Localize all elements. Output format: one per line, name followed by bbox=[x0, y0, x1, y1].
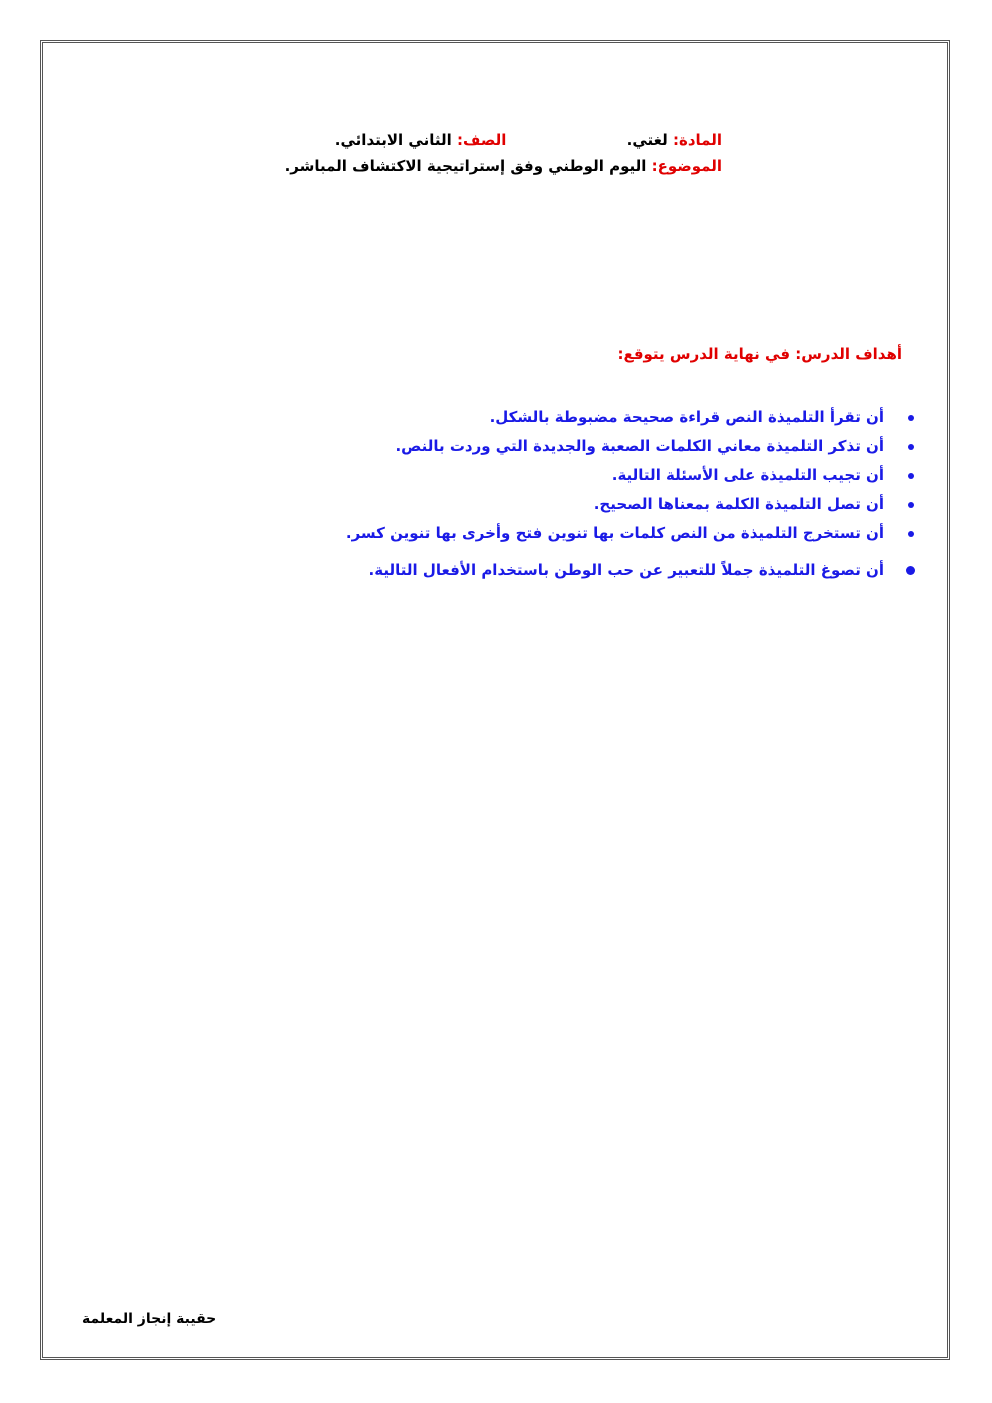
objective-text: أن تصوغ التلميذة جملاً للتعبير عن حب الوطن باستخدام الأفعال التالية. bbox=[368, 561, 884, 579]
topic-label: الموضوع: bbox=[651, 157, 722, 175]
objective-item bbox=[346, 490, 917, 519]
objectives-heading: أهداف الدرس: في نهاية الدرس يتوقع: bbox=[617, 345, 902, 363]
objective-item bbox=[346, 461, 917, 490]
objective-text: أن تذكر التلميذة معاني الكلمات الصعبة والجديدة التي وردت بالنص. bbox=[395, 437, 884, 455]
objective-item bbox=[346, 556, 917, 585]
bullet-icon bbox=[908, 502, 914, 508]
subject-field bbox=[621, 131, 722, 149]
objective-text: أن تجيب التلميذة على الأسئلة التالية. bbox=[611, 466, 884, 484]
objective-item bbox=[346, 403, 917, 432]
objective-item bbox=[346, 519, 917, 548]
bullet-icon bbox=[906, 566, 915, 575]
bullet-icon bbox=[908, 531, 914, 537]
bullet-icon bbox=[908, 444, 914, 450]
header-subject-row bbox=[335, 131, 722, 149]
grade-label: الصف: bbox=[456, 131, 507, 149]
grade-field bbox=[335, 131, 507, 149]
objective-text: أن تصل التلميذة الكلمة بمعناها الصحيح. bbox=[593, 495, 884, 513]
objective-text: أن تستخرج التلميذة من النص كلمات بها تنوين فتح وأخرى بها تنوين كسر. bbox=[345, 524, 884, 542]
bullet-icon bbox=[908, 473, 914, 479]
bullet-icon bbox=[908, 415, 914, 421]
subject-label: المادة: bbox=[672, 131, 722, 149]
topic-value: اليوم الوطني وفق إستراتيجية الاكتشاف المباشر. bbox=[284, 157, 647, 175]
objective-item bbox=[346, 432, 917, 461]
objectives-list bbox=[346, 403, 917, 585]
objective-text: أن تقرأ التلميذة النص قراءة صحيحة مضبوطة بالشكل. bbox=[489, 408, 884, 426]
subject-value: لغتي. bbox=[626, 131, 668, 149]
page-border bbox=[40, 40, 950, 1360]
grade-value: الثاني الابتدائي. bbox=[334, 131, 452, 149]
header-topic-row bbox=[285, 157, 722, 175]
footer-text: حقيبة إنجاز المعلمة bbox=[82, 1311, 217, 1327]
